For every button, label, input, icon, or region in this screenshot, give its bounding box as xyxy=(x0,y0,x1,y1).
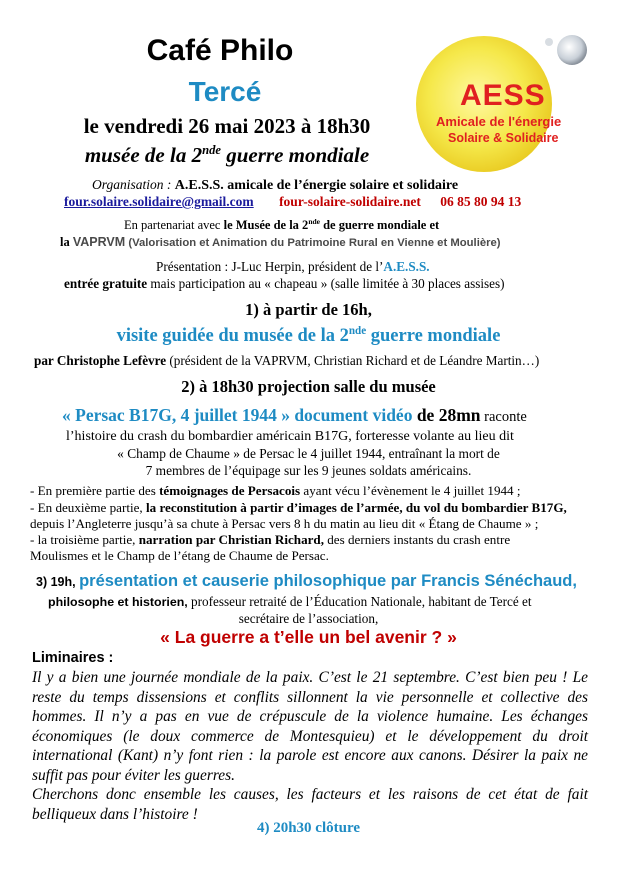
section2-heading: 2) à 18h30 projection salle du musée xyxy=(181,377,436,396)
entry-line: entrée gratuite mais participation au « chapeau » (salle limitée à 30 places assises) xyxy=(64,276,505,291)
section2-part2b: depuis l’Angleterre jusqu’à sa chute à Persac vers 8 h du matin au lieu dit « Étang de Chaume » ; xyxy=(30,516,539,531)
section2-part2: - En deuxième partie, la reconstitution à partir d’images de l’armée, du vol du bombardier B17G, xyxy=(30,500,567,515)
section3-heading: 3) 19h, présentation et causerie philosophique par Francis Sénéchaud, xyxy=(36,572,577,590)
vaprvm-name: VAPRVM xyxy=(72,235,126,249)
email-link[interactable]: four.solaire.solidaire@gmail.com xyxy=(64,194,254,209)
logo-acronym: AESS xyxy=(460,79,546,112)
organisation-name: A.E.S.S. amicale de l’énergie solaire et solidaire xyxy=(174,178,459,193)
presentation-line: Présentation : J-Luc Herpin, président de l’A.E.S.S. xyxy=(156,259,430,274)
section2-part1: - En première partie des témoignages de Persacois ayant vécu l’évènement le 4 juillet 1944 ; xyxy=(30,483,521,498)
section1-heading: 1) à partir de 16h, xyxy=(245,300,372,319)
section2-part3: - la troisième partie, narration par Christian Richard, des derniers instants du crash entre xyxy=(30,532,511,547)
page-title: Café Philo xyxy=(146,34,294,67)
liminaires-text2: Cherchons donc ensemble les causes, les facteurs et les raisons de cet état de fait belliqueux dans l’histoire ! xyxy=(32,786,588,823)
partners-line1: En partenariat avec le Musée de la 2nde de guerre mondiale et xyxy=(124,216,440,232)
section2-part3b: Moulismes et le Champ de l’étang de Chaume de Persac. xyxy=(30,548,329,563)
section3-speaker2: secrétaire de l’association, xyxy=(238,611,379,626)
logo-line2: Solaire & Solidaire xyxy=(448,131,559,145)
section2-line4: 7 membres de l’équipage sur les 9 jeunes soldats américains. xyxy=(145,463,472,478)
event-venue: musée de la 2nde guerre mondiale xyxy=(84,143,370,167)
logo-line1: Amicale de l'énergie xyxy=(436,114,562,129)
liminaires-text1: Il y a bien une journée mondiale de la paix. C’est le 21 septembre. C’est bien peu ! Le reste du temps dissensions et conflits sillonnent la vie personnelle et collective des hommes. Il n’y a pas en vue de crépuscule de la violence humaine. Les échanges économiques (le doux commerce de Montesquieu) et le développement du droit international (Kant) n’y font rien : la parole est encore aux canons. Désirer la paix ne suffit pas pour éviter les guerres. xyxy=(32,669,588,784)
organisation-line xyxy=(92,177,458,194)
phone-number: 06 85 80 94 13 xyxy=(440,194,522,209)
aess-logo xyxy=(412,30,590,176)
debate-question: « La guerre a t’elle un bel avenir ? » xyxy=(160,627,457,647)
section1-guide: par Christophe Lefèvre (président de la VAPRVM, Christian Richard et de Léandre Martin…) xyxy=(34,353,540,368)
section1-visit: visite guidée du musée de la 2nde guerre mondiale xyxy=(116,324,501,346)
organisation-label: Organisation : xyxy=(92,177,175,192)
contact-line xyxy=(64,194,521,210)
section2-film: « Persac B17G, 4 juillet 1944 » document vidéo de 28mn raconte xyxy=(62,405,527,425)
section4-heading: 4) 20h30 clôture xyxy=(256,820,361,836)
website-link[interactable]: four-solaire-solidaire.net xyxy=(279,194,421,209)
section2-line2: l’histoire du crash du bombardier américain B17G, forteresse volante au lieu dit xyxy=(66,429,514,444)
event-date: le vendredi 26 mai 2023 à 18h30 xyxy=(83,114,371,138)
film-title: « Persac B17G, 4 juillet 1944 » document vidéo xyxy=(62,405,413,425)
section3-speaker: philosophe et historien, professeur retraité de l’Éducation Nationale, habitant de Tercé et xyxy=(48,594,532,609)
liminaires-label: Liminaires : xyxy=(32,650,114,666)
partners-line2: la VAPRVM (Valorisation et Animation du Patrimoine Rural en Vienne et Moulière) xyxy=(60,235,501,249)
section2-line3: « Champ de Chaume » de Persac le 4 juillet 1944, entraînant la mort de xyxy=(117,446,500,461)
town-name: Tercé xyxy=(188,76,262,107)
